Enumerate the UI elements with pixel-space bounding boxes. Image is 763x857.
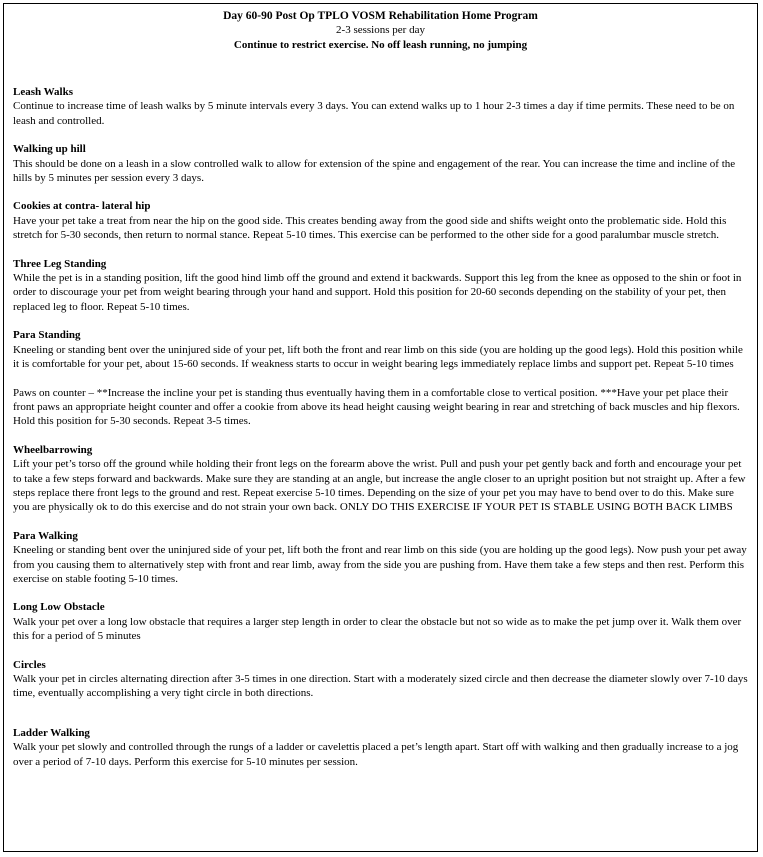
section-walking-up-hill bbox=[13, 142, 751, 185]
section-body: Continue to increase time of leash walks by 5 minute intervals every 3 days. You can extend walks up to 1 hour 2-3 times a day if time permits. These need to be on leash and controlled. bbox=[13, 100, 735, 127]
document-page bbox=[3, 3, 758, 852]
document-title: Day 60-90 Post Op TPLO VOSM Rehabilitation Home Program bbox=[223, 10, 538, 22]
document-header bbox=[4, 4, 757, 52]
section-heading: Three Leg Standing bbox=[13, 257, 107, 270]
section-heading: Walking up hill bbox=[13, 143, 86, 156]
section-para-standing bbox=[13, 328, 751, 371]
section-leash-walks bbox=[13, 85, 751, 128]
section-body: Kneeling or standing bent over the uninjured side of your pet, lift both the front and rear limb on this side (you are holding up the good legs). Hold this position while it is comfortable for your pet, about 15-60 seconds. If weakness starts to occur in weight bearing legs immediately replace limbs and support pet. Repeat 5-10 times bbox=[13, 343, 743, 371]
session-frequency: 2-3 sessions per day bbox=[336, 24, 425, 37]
section-heading: Cookies at contra- lateral hip bbox=[13, 200, 151, 213]
section-heading: Para Standing bbox=[13, 329, 81, 342]
section-ladder-walking bbox=[13, 726, 751, 769]
section-body: Walk your pet in circles alternating direction after 3-5 times in one direction. Start with a moderately sized circle and then decrease the diameter slowly over 7-10 days time, eventually accomplishing a very tight circle in both directions. bbox=[13, 673, 748, 700]
restriction-notice: Continue to restrict exercise. No off leash running, no jumping bbox=[233, 38, 528, 51]
section-heading: Circles bbox=[13, 658, 46, 671]
section-body: Paws on counter – **Increase the incline your pet is standing thus eventually having them in a comfortable close to vertical position. ***Have your pet place their front paws an appropriate height counter and offer a cookie from above its head height causing weight bearing in rear and stretching of back muscles and hip flexors. Hold this position for 5-30 seconds. Repeat 3-5 times. bbox=[13, 386, 740, 428]
section-cookies-contra-lateral-hip bbox=[13, 199, 751, 242]
section-heading: Ladder Walking bbox=[13, 726, 90, 739]
exercise-list bbox=[13, 85, 751, 783]
section-heading: Para Walking bbox=[13, 529, 78, 542]
section-long-low-obstacle bbox=[13, 600, 751, 643]
section-para-walking bbox=[13, 529, 751, 587]
section-heading: Leash Walks bbox=[13, 86, 74, 98]
section-wheelbarrowing bbox=[13, 443, 751, 515]
section-heading: Long Low Obstacle bbox=[13, 601, 105, 614]
section-body: Walk your pet slowly and controlled through the rungs of a ladder or cavelettis placed a pet’s length apart. Start off with walking and then gradually increase to a jog over a period of 7-10 days. Perform this exercise for 5-10 minutes per session. bbox=[13, 741, 739, 768]
section-paws-on-counter bbox=[13, 386, 751, 429]
section-body: Have your pet take a treat from near the hip on the good side. This creates bending away from the good side and shifts weight onto the problematic side. Hold this stretch for 5-30 seconds, then return to normal stance. Repeat 5-10 times. This exercise can be performed to the other side for a good paralumbar muscle stretch. bbox=[13, 214, 727, 242]
section-body: Kneeling or standing bent over the uninjured side of your pet, lift both the front and rear limb on this side (you are holding up the good legs). Now push your pet away from you causing them to alternatively step with front and rear limb, away from the side you are pushing from. Have them take a few steps and then rest. Perform this exercise on stable footing 5-10 times. bbox=[13, 544, 747, 585]
section-body: While the pet is in a standing position, lift the good hind limb off the ground and extend it backwards. Support this leg from the knee as opposed to the shin or foot in order to discourage your pet from weight bearing through your hand and support. Hold this position for 20-60 seconds depending on the stability of your pet, then replaced leg to floor. Repeat 5-10 times. bbox=[13, 272, 742, 313]
section-circles bbox=[13, 658, 751, 701]
section-body: This should be done on a leash in a slow controlled walk to allow for extension of the spine and engagement of the rear. You can increase the time and incline of the hills by 5 minutes per session every 3 days. bbox=[13, 157, 736, 185]
section-heading: Wheelbarrowing bbox=[13, 443, 93, 456]
section-three-leg-standing bbox=[13, 257, 751, 315]
section-body: Lift your pet’s torso off the ground while holding their front legs on the forearm above the wrist. Pull and push your pet gently back and forth and encourage your pet to take a few steps forward and backwards. Make sure they are standing at an angle, but increase the angle closer to an upright position but not straight up. After a few steps replace there front legs to the ground and rest. Repeat exercise 5-10 times. Depending on the size of your pet you may have to bend over to do this. Make sure you are physically ok to do this exercise and do not strain your own back. ONLY DO THIS EXERCISE IF YOUR PET IS STABLE USING BOTH BACK LIMBS bbox=[13, 458, 746, 514]
section-body: Walk your pet over a long low obstacle that requires a larger step length in order to clear the obstacle but not so wide as to make the pet jump over it. Walk them over this for a period of 5 minutes bbox=[13, 615, 742, 643]
